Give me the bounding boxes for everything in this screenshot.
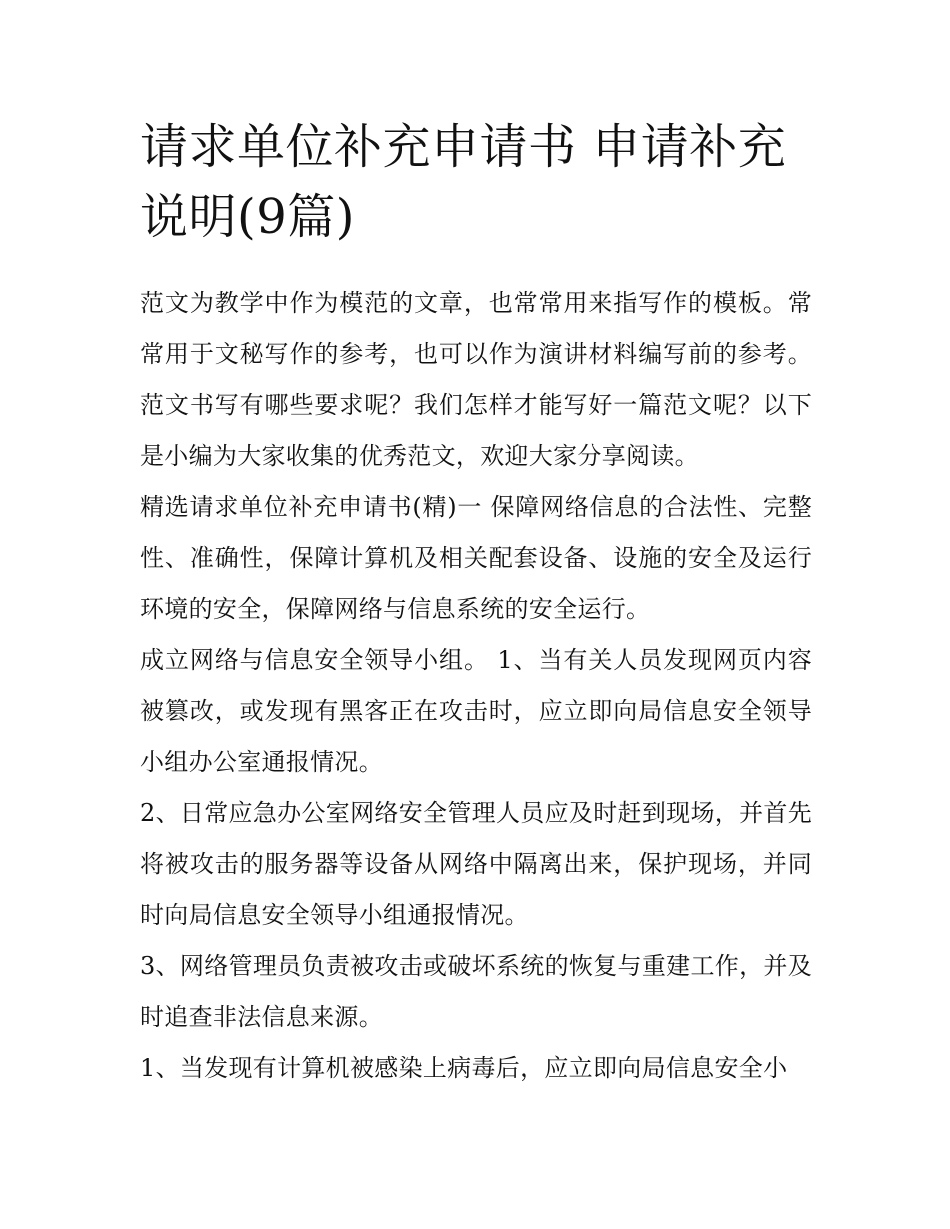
paragraph-leadership-group: 成立网络与信息安全领导小组。 1、当有关人员发现网页内容被篡改，或发现有黑客正在攻击时，应立即向局信息安全领导小组办公室通报情况。: [140, 646, 812, 776]
paragraph-item-2: 2、日常应急办公室网络安全管理人员应及时赶到现场，并首先将被攻击的服务器等设备从网络中隔离出来，保护现场，并同时向局信息安全领导小组通报情况。: [140, 799, 812, 929]
document-body: [140, 278, 812, 1094]
paragraph-virus-item-1: 1、当发现有计算机被感染上病毒后，应立即向局信息安全小: [140, 1054, 788, 1082]
document-page: [140, 112, 812, 1094]
paragraph-item-3: 3、网络管理员负责被攻击或破坏系统的恢复与重建工作，并及时追查非法信息来源。: [140, 952, 812, 1031]
document-title: 请求单位补充申请书 申请补充说明(9篇): [140, 119, 787, 245]
paragraph-section-one: 精选请求单位补充申请书(精)一 保障网络信息的合法性、完整性、准确性，保障计算机及相关配套设备、设施的安全及运行环境的安全，保障网络与信息系统的安全运行。: [140, 493, 812, 623]
paragraph-intro: 范文为教学中作为模范的文章，也常常用来指写作的模板。常常用于文秘写作的参考，也可以作为演讲材料编写前的参考。范文书写有哪些要求呢？我们怎样才能写好一篇范文呢？以下是小编为大家收集的优秀范文，欢迎大家分享阅读。: [140, 289, 812, 470]
